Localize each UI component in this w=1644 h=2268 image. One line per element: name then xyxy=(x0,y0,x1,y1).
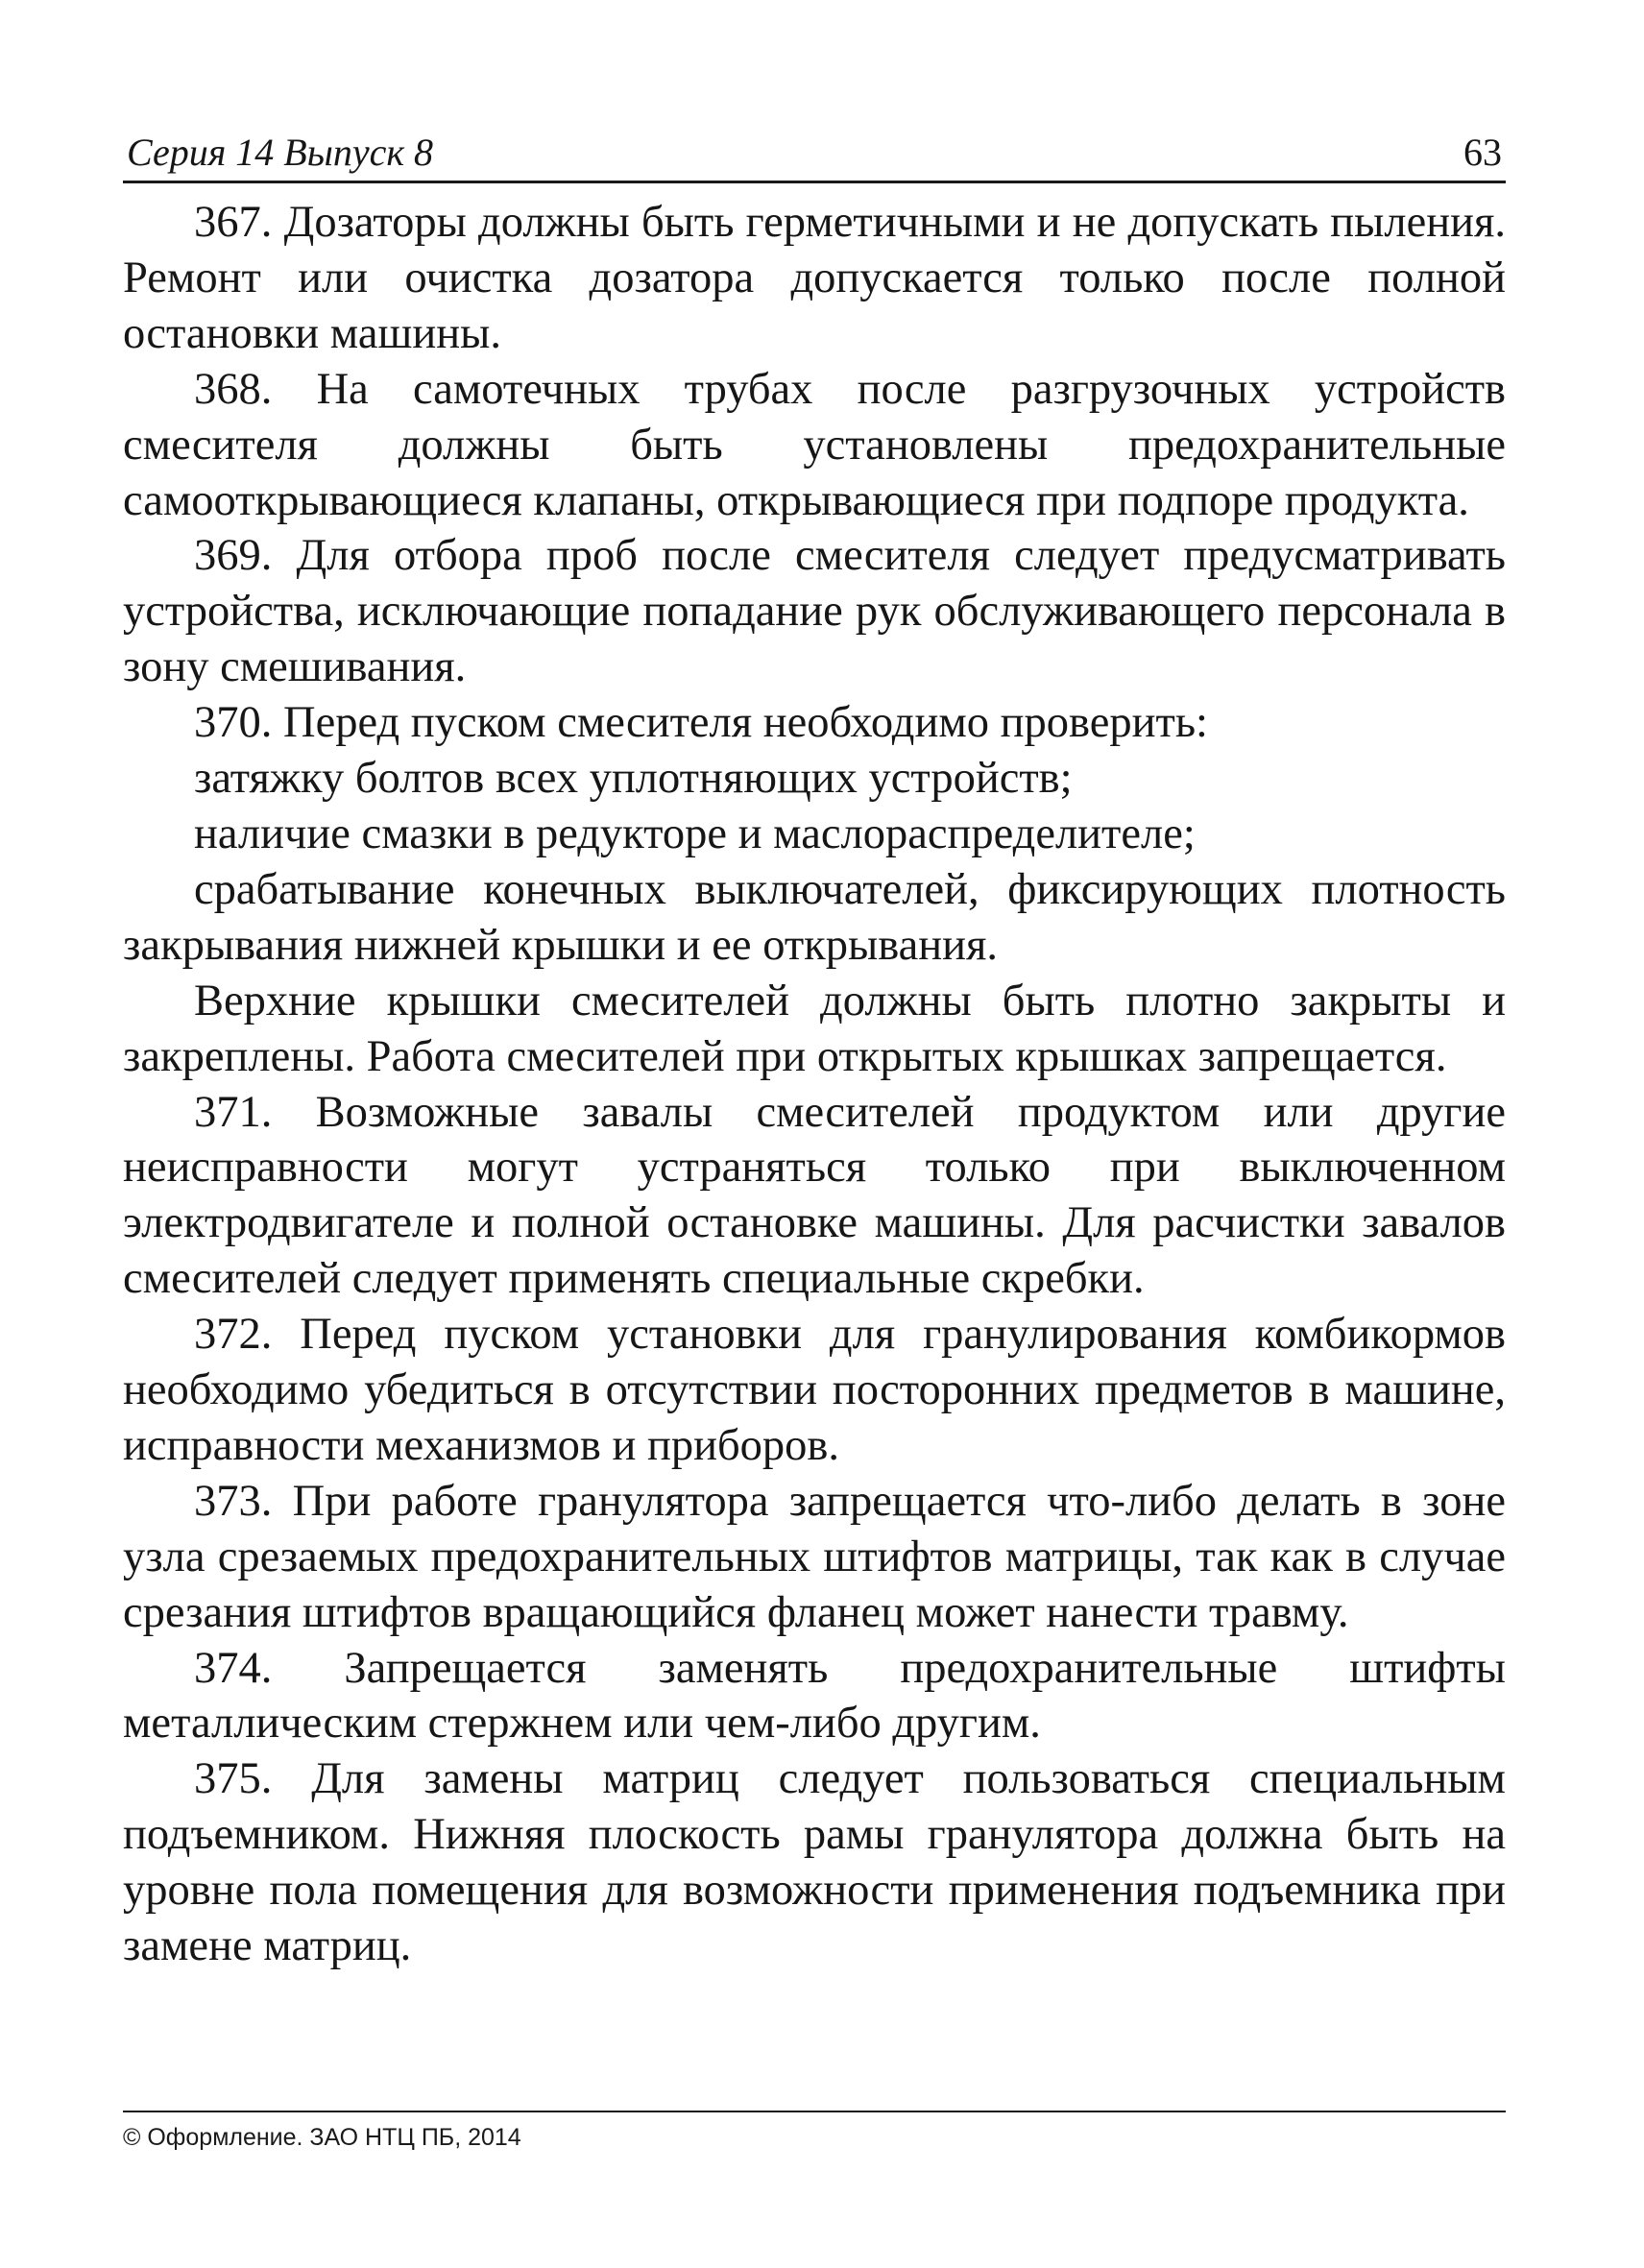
paragraph-374: 374. Запрещается заменять предохранительные штифты металлическим стержнем или чем-либо другим. xyxy=(123,1643,1506,1749)
paragraph-370: 370. Перед пуском смесителя необходимо проверить: xyxy=(194,698,1208,748)
paragraph-369: 369. Для отбора проб после смесителя следует предусматривать устройства, исключающие попадание рук обслуживающего персонала в зону смешивания. xyxy=(123,531,1506,692)
footer-divider xyxy=(123,2111,1506,2112)
checklist-item-bolts: затяжку болтов всех уплотняющих устройств; xyxy=(194,754,1073,804)
series-title: Серия 14 Выпуск 8 xyxy=(127,131,434,174)
checklist-item-lubrication: наличие смазки в редукторе и маслораспределителе; xyxy=(194,808,1196,858)
paragraph-368: 368. На самотечных трубах после разгрузочных устройств смесителя должны быть установлены предохранительные самооткрывающиеся клапаны, открывающиеся при подпоре продукта. xyxy=(123,364,1506,525)
copyright-notice: © Оформление. ЗАО НТЦ ПБ, 2014 xyxy=(123,2124,521,2151)
paragraph-covers: Верхние крышки смесителей должны быть плотно закрыты и закреплены. Работа смесителей при открытых крышках запрещается. xyxy=(123,976,1506,1081)
paragraph-367: 367. Дозаторы должны быть герметичными и не допускать пыления. Ремонт или очистка дозатора допускается только после полной остановки машины. xyxy=(123,198,1506,358)
paragraph-373: 373. При работе гранулятора запрещается что-либо делать в зоне узла срезаемых предохранительных штифтов матрицы, так как в случае срезания штифтов вращающийся фланец может нанести травму. xyxy=(123,1476,1506,1637)
paragraph-371: 371. Возможные завалы смесителей продуктом или другие неисправности могут устраняться только при выключенном электродвигателе и полной остановке машины. Для расчистки завалов смесителей следует применять специальные скребки. xyxy=(123,1087,1506,1304)
page-number: 63 xyxy=(1463,131,1502,174)
paragraph-372: 372. Перед пуском установки для гранулирования комбикормов необходимо убедиться в отсутствии посторонних предметов в машине, исправности механизмов и приборов. xyxy=(123,1310,1506,1470)
paragraph-375: 375. Для замены матриц следует пользоваться специальным подъемником. Нижняя плоскость рамы гранулятора должна быть на уровне пола помещения для возможности применения подъемника при замене матриц. xyxy=(123,1754,1506,1971)
checklist-item-limit-switches: срабатывание конечных выключателей, фиксирующих плотность закрывания нижней крышки и ее открывания. xyxy=(123,864,1506,970)
document-page xyxy=(123,127,1506,1974)
running-header xyxy=(123,127,1506,183)
body-text xyxy=(123,195,1506,1974)
